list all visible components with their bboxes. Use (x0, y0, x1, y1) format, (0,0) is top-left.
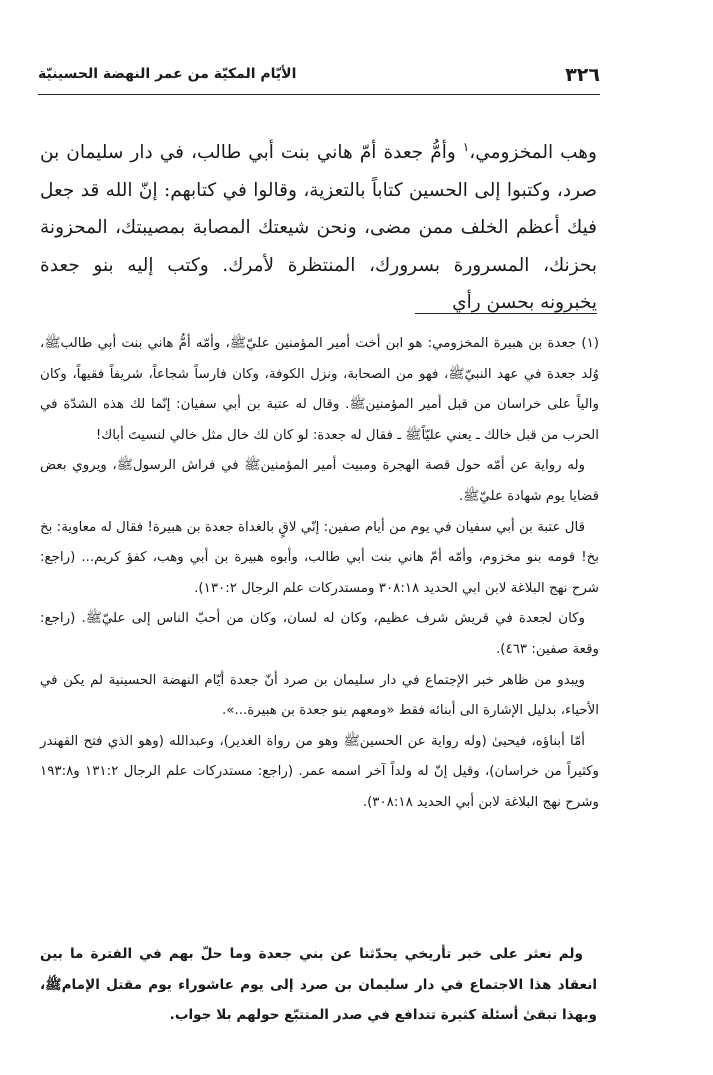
page-number: ٣٢٦ (565, 64, 600, 86)
footnote-paragraph-3: قال عتبة بن أبي سفيان في يوم من أيام صفين: إنّي لاقٍ بالغداة جعدة بن هبيرة! فقال له معاوية: بخ بخ! قومه بنو مخزوم، وأمّه أمّ هاني بنت أبي طالب، وأبوه هبيرة بن أبي وهب، كفؤ كريم... (راجع: شرح نهج البلاغة لابن ابي الحديد ٣٠٨:١٨ ومستدركات علم الرجال ١٣٠:٢). (40, 519, 599, 596)
footnote-separator (415, 313, 597, 314)
page-header (38, 60, 600, 95)
footnote-paragraph-6: أمّا أبناؤه، فيحيىٰ (وله رواية عن الحسينﷺ وهو من رواة الغدير)، وعبدالله (وهو الذي فتح القهندر وكثيراً من خراسان)، وقيل إنّ له ولداً آخر اسمه عمر. (راجع: مستدركات علم الرجال ١٣١:٢ و١٩٣:٨ وشرح نهج البلاغة لابن أبي الحديد ٣٠٨:١٨). (40, 733, 599, 810)
footnote-paragraph-4: وكان لجعدة في قريش شرف عظيم، وكان له لسان، وكان من أحبّ الناس إلى عليّﷺ. (راجع: وقعة صفين: ٤٦٣). (40, 611, 599, 657)
main-text-part-2: وأمُّ جعدة أمّ هاني بنت أبي طالب، في دار سليمان بن صرد، وكتبوا إلى الحسين كتاباً بالتعزية، وقالوا في كتابهم: إنّ الله قد جعل فيك أعظم الخلف ممن مضى، ونحن شيعتك المصابة بمصيبتك، المحزونة بحزنك، المسرورة بسرورك، المنتظرة لأمرك. وكتب إليه بنو جعدة يخبرونه بحسن رأي (40, 142, 597, 313)
footnote-paragraph-2: وله رواية عن أمّه حول قصة الهجرة ومبيت أمير المؤمنينﷺ في فراش الرسولﷺ، ويروي بعض قضايا يوم شهادة عليّﷺ. (40, 458, 599, 504)
footnote-reference-mark[interactable]: ١ (462, 139, 470, 154)
footnote-1: (١) جعدة بن هبيرة المخزومي: هو ابن أخت أمير المؤمنين عليّﷺ، وأمّه أمُّ هاني بنت أبي طالبﷺ، وُلد جعدة في عهد النبيّﷺ، فهو من الصحابة، ونزل الكوفة، وكان فارساً شجاعاً، شريفاً فقيهاً، وكان والياً على خراسان من قبل أمير المؤمنينﷺ. وقال له عتبة بن أبي سفيان: إنّما لك هذه الشدّة في الحرب من قبل خالك ـ يعني عليّاًﷺ ـ فقال له جعدة: لو كان لك خال مثل خالي لنسيتَ أباك! (40, 336, 599, 443)
main-text-part-1: وهب المخزومي، (469, 142, 597, 163)
footnote-paragraph-7: ولم نعثر على خبر تأريخي يحدّثنا عن بني جعدة وما حلّ بهم في الفترة ما بين انعقاد هذا الاجتماع في دار سليمان بن صرد إلى يوم عاشوراء يوم مقتل الإمامﷺ، وبهذا تبقىٰ أسئلة كثيرة تتدافع في صدر المتتبّع حولهم بلا جواب. (40, 946, 597, 1024)
footnotes-section (40, 329, 599, 819)
running-title: الأيّام المكيّة من عمر النهضة الحسينيّة (38, 66, 297, 82)
main-paragraph (40, 134, 597, 322)
footnote-paragraph-5: ويبدو من ظاهر خبر الإجتماع في دار سليمان بن صرد أنّ جعدة أيّام النهضة الحسينية لم يكن في الأحياء، بدليل الإشارة الى أبنائه فقط «ومعهم بنو جعدة بن هبيرة...». (40, 672, 599, 719)
